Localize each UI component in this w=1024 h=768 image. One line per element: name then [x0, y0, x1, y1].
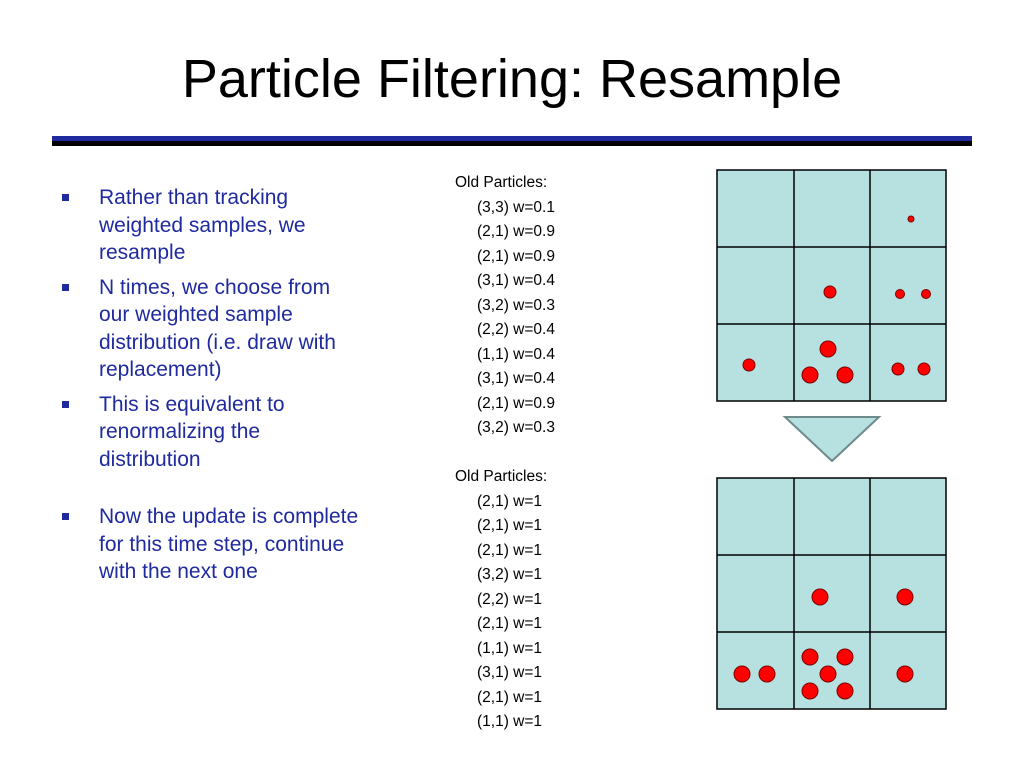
particle-row: (2,1) w=0.9 [477, 247, 555, 265]
particle [908, 216, 914, 222]
particle-list-header: Old Particles: [455, 174, 548, 191]
new-particle-grid [717, 478, 946, 709]
particle-list-header: Old Particles: [455, 468, 548, 485]
slide-title: Particle Filtering: Resample [181, 49, 843, 109]
particle [837, 683, 853, 699]
particle-row: (2,1) w=1 [477, 517, 543, 534]
particle-row: (3,1) w=1 [477, 664, 543, 681]
particle-row: (1,1) w=1 [477, 713, 543, 730]
bullet-text: N times, we choose from our weighted sample distribution (i.e. draw with replacement) [99, 275, 336, 381]
particle [837, 367, 853, 383]
particle-row: (2,1) w=0.9 [477, 223, 555, 240]
particle-row: (1,1) w=0.4 [477, 345, 555, 363]
particle-row: (3,2) w=0.3 [477, 419, 555, 436]
particle-row: (1,1) w=1 [477, 639, 543, 657]
particle [922, 290, 931, 299]
particle-row: (2,2) w=0.4 [477, 321, 555, 338]
particle-row: (2,1) w=1 [477, 492, 543, 510]
old-particle-grid [717, 170, 946, 401]
particle [812, 589, 828, 605]
particle-row: (2,1) w=0.9 [477, 394, 555, 412]
particle [734, 666, 750, 682]
particle [897, 589, 913, 605]
down-arrow-icon [785, 417, 879, 461]
particle [802, 683, 818, 699]
particle [837, 649, 853, 665]
particle-row: (3,1) w=0.4 [477, 272, 555, 289]
particle [802, 649, 818, 665]
bullet-text: Now the update is complete for this time step, continue with the next one [99, 505, 359, 583]
particle-row: (2,1) w=1 [477, 615, 543, 632]
particle-row: (3,2) w=1 [477, 566, 543, 583]
particle-row: (3,1) w=0.4 [477, 370, 555, 387]
particle-row: (3,3) w=0.1 [477, 198, 555, 216]
particle [897, 666, 913, 682]
particle [743, 359, 755, 371]
particle [759, 666, 775, 682]
particle [802, 367, 818, 383]
particle-row: (2,1) w=1 [477, 688, 543, 706]
bullet-text: This is equivalent to renormalizing the distribution [99, 392, 285, 471]
bullet-text: Rather than tracking weighted samples, we resample [99, 186, 306, 264]
particle-row: (2,2) w=1 [477, 590, 543, 608]
particle [896, 290, 905, 299]
particle [820, 341, 836, 357]
particle [820, 666, 836, 682]
particle-row: (2,1) w=1 [477, 541, 543, 559]
particle-row: (3,2) w=0.3 [477, 296, 555, 314]
particle [824, 286, 836, 298]
particle [892, 363, 904, 375]
particle [918, 363, 930, 375]
